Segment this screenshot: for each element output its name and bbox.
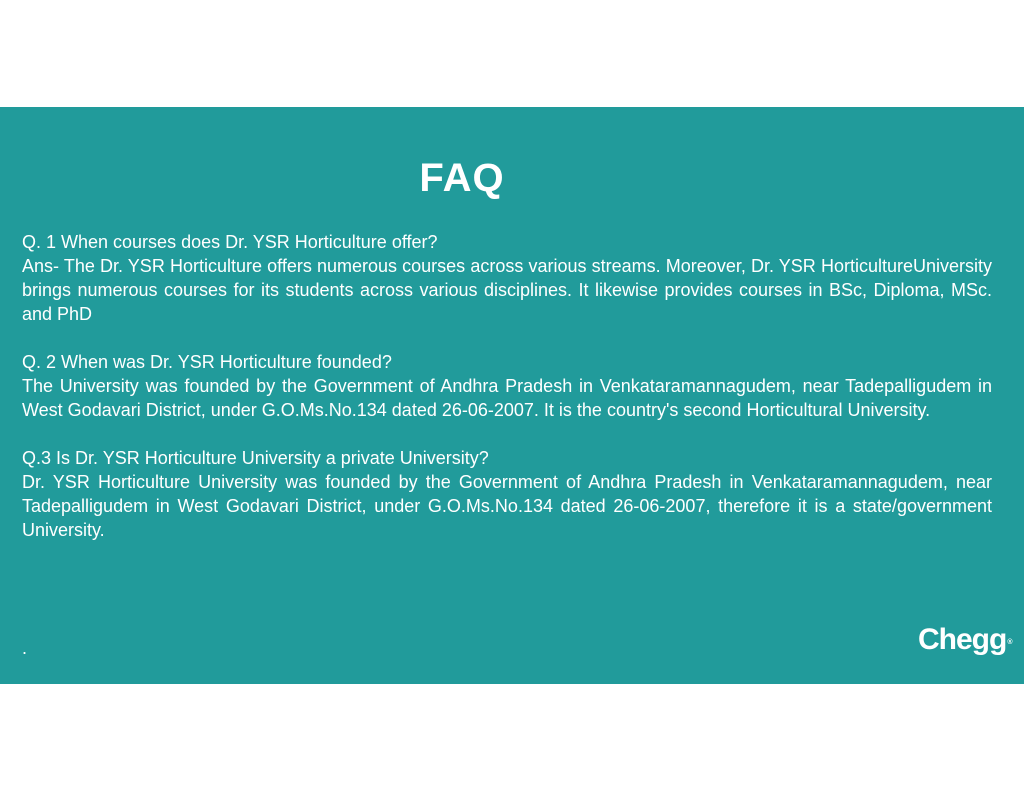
faq-question: Q.3 Is Dr. YSR Horticulture University a private University? <box>22 448 489 468</box>
logo-text: Chegg <box>918 623 1007 656</box>
faq-list <box>22 230 992 566</box>
faq-item-1 <box>22 230 992 326</box>
faq-item-3 <box>22 446 992 542</box>
faq-answer: The University was founded by the Government of Andhra Pradesh in Venkataramannagudem, near Tadepalligudem in West Godavari District, under G.O.Ms.No.134 dated 26-06-2007. It is the country's second Horticultural University. <box>22 376 992 420</box>
faq-item-2 <box>22 350 992 422</box>
registered-mark: ® <box>1007 639 1013 646</box>
faq-answer: Dr. YSR Horticulture University was founded by the Government of Andhra Pradesh in Venkataramannagudem, near Tadepalligudem in West Godavari District, under G.O.Ms.No.134 dated 26-06-2007, therefore it is a state/government University. <box>22 472 992 540</box>
page-title: FAQ <box>419 156 505 200</box>
teal-content-band <box>0 107 1024 684</box>
chegg-logo <box>918 622 1013 658</box>
faq-question: Q. 2 When was Dr. YSR Horticulture founded? <box>22 352 392 372</box>
faq-answer: Ans- The Dr. YSR Horticulture offers numerous courses across various streams. Moreover, Dr. YSR HorticultureUniversity brings numerous courses for its students across various disciplines. It likewise provides courses in BSc, Diploma, MSc. and PhD <box>22 256 992 324</box>
footer-dot: . <box>22 638 28 658</box>
faq-question: Q. 1 When courses does Dr. YSR Horticulture offer? <box>22 232 438 252</box>
